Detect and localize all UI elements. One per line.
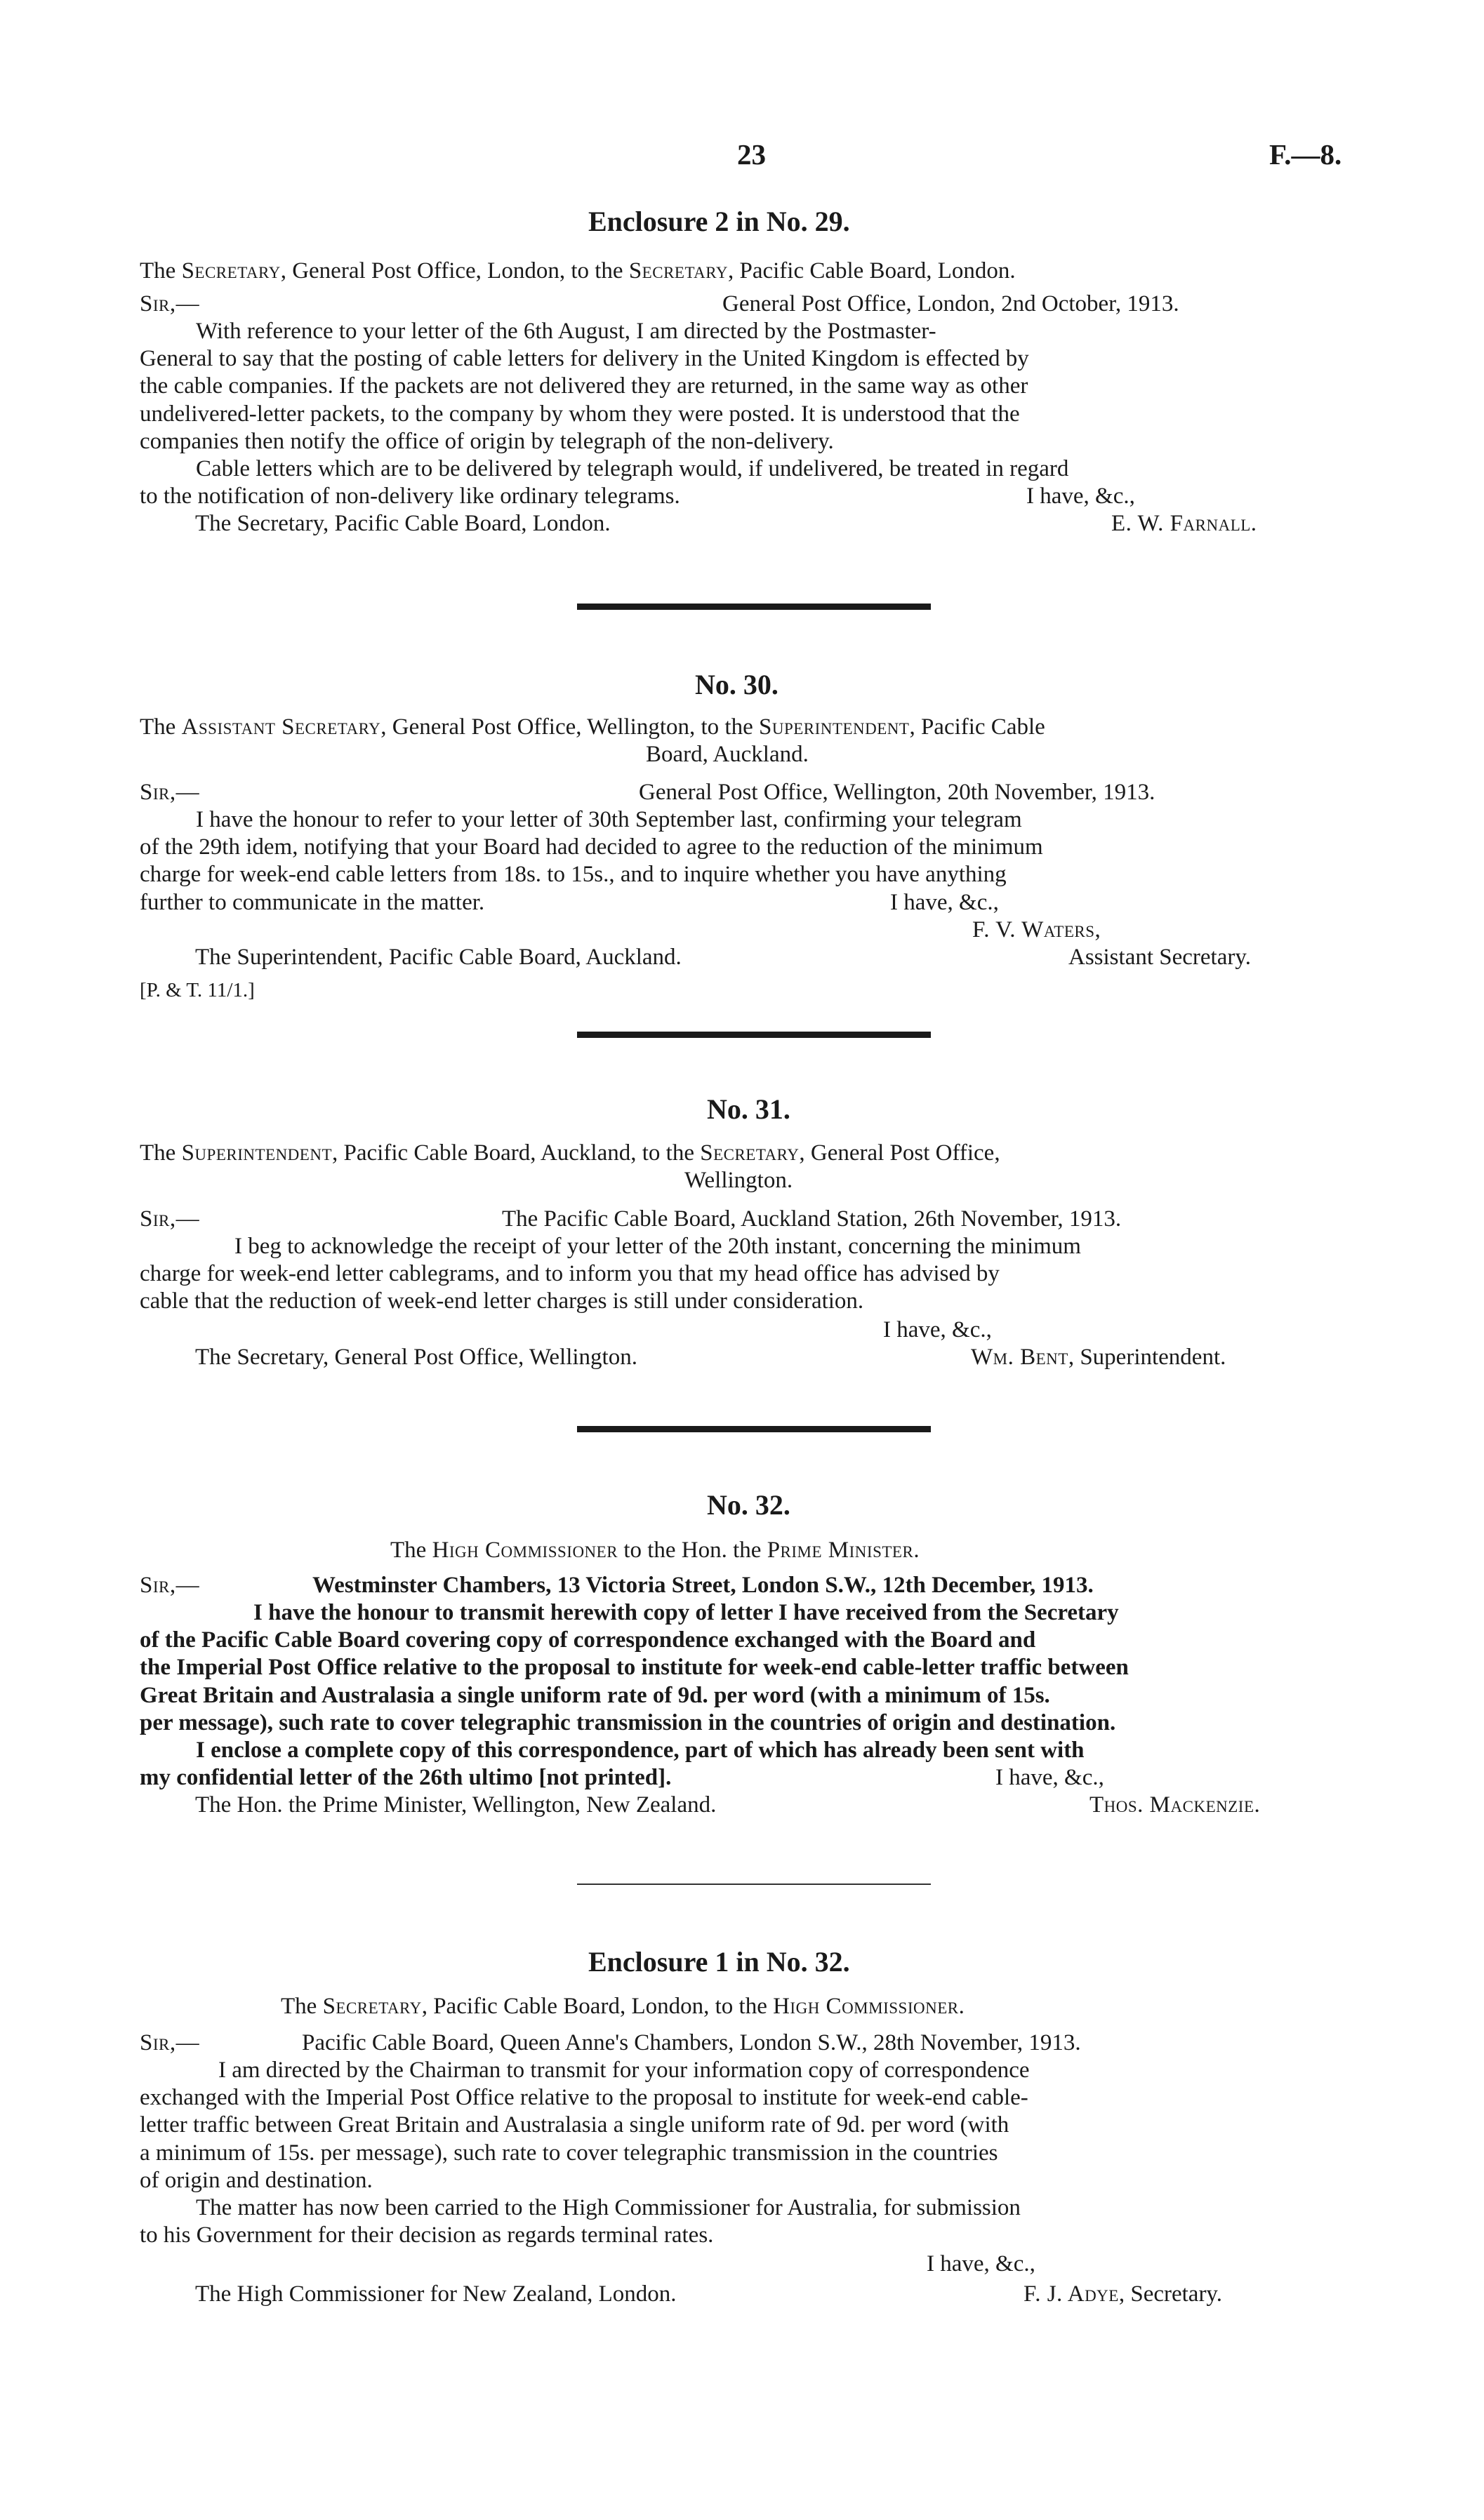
salutation: Sir,—: [140, 1206, 200, 1232]
section-title: No. 30.: [695, 669, 779, 700]
recipient: The Secretary, Pacific Cable Board, London.: [195, 511, 611, 536]
signer-title: Assistant Secretary.: [1068, 945, 1251, 970]
signature: Wm. Bent, Superintendent.: [971, 1345, 1226, 1370]
section-title: Enclosure 2 in No. 29.: [588, 206, 850, 237]
address-line: The Secretary, Pacific Cable Board, London, to the High Commissioner.: [281, 1994, 965, 2019]
closing: I have, &c.,: [1026, 484, 1135, 509]
place-date: Westminster Chambers, 13 Victoria Street, London S.W., 12th December, 1913.: [312, 1573, 1094, 1598]
section-divider: [577, 1032, 931, 1038]
recipient: The Hon. the Prime Minister, Wellington, New Zealand.: [195, 1792, 717, 1818]
closing: I have, &c.,: [995, 1765, 1104, 1790]
letter-body: I have the honour to transmit herewith copy of letter I have received from the Secretary of the Pacific Cable Board covering copy of correspondence exchanged with the Board and the Imperial Post Office relative to the proposal to institute for week-end cable-letter traffic between Great Britain and Australasia a single uniform rate of 9d. per word (with a minimum of 15s. per message), such rate to cover telegraphic transmission in the countries of origin and destination. I enclose a complete copy of this correspondence, part of which has already been sent with my confidential letter of the 26th ultimo [not printed].: [140, 1600, 1129, 1791]
salutation: Sir,—: [140, 2030, 200, 2055]
place-date: General Post Office, Wellington, 20th November, 1913.: [639, 780, 1155, 805]
signature: F. V. Waters,: [972, 917, 1101, 942]
closing: I have, &c.,: [890, 890, 999, 915]
salutation: Sir,—: [140, 291, 200, 316]
signature: Thos. Mackenzie.: [1089, 1792, 1261, 1818]
signature: F. J. Adye, Secretary.: [1023, 2281, 1223, 2307]
place-date: Pacific Cable Board, Queen Anne's Chambers, London S.W., 28th November, 1913.: [302, 2030, 1081, 2055]
letter-body: I have the honour to refer to your letter of 30th September last, confirming your telegram of the 29th idem, notifying that your Board had decided to agree to the reduction of the minimum charge for week-end cable letters from 18s. to 15s., and to inquire whether you have anything further to communicate in the matter.: [140, 807, 1043, 915]
salutation: Sir,—: [140, 780, 200, 805]
letter-body: With reference to your letter of the 6th August, I am directed by the Postmaster- General to say that the posting of cable letters for delivery in the United Kingdom is effected by the cable companies. If the packets are not delivered they are returned, in the same way as other undelivered-letter packets, to the company by whom they were posted. It is understood that the companies then notify the office of origin by telegraph of the non-delivery. Cable letters which are to be delivered by telegraph would, if undelivered, be treated in regard to the notification of non-delivery like ordinary telegrams.: [140, 319, 1069, 509]
section-title: Enclosure 1 in No. 32.: [588, 1946, 850, 1978]
section-divider: [577, 604, 931, 610]
recipient: The High Commissioner for New Zealand, London.: [195, 2281, 677, 2307]
address-line-2: Wellington.: [684, 1168, 793, 1193]
section-title: No. 32.: [707, 1489, 790, 1521]
recipient: The Secretary, General Post Office, Wellington.: [195, 1345, 637, 1370]
closing: I have, &c.,: [883, 1317, 992, 1342]
closing: I have, &c.,: [927, 2251, 1035, 2276]
salutation: Sir,—: [140, 1573, 200, 1598]
letter-body: I beg to acknowledge the receipt of your letter of the 20th instant, concerning the minimum charge for week-end letter cablegrams, and to inform you that my head office has advised by cable that the reduction of week-end letter charges is still under consideration.: [140, 1234, 1081, 1314]
recipient: The Superintendent, Pacific Cable Board, Auckland.: [195, 945, 682, 970]
address-line: The High Commissioner to the Hon. the Prime Minister.: [390, 1538, 920, 1563]
address-line-2: Board, Auckland.: [646, 742, 809, 767]
address-line: The Secretary, General Post Office, London, to the Secretary, Pacific Cable Board, London.: [140, 258, 1016, 284]
section-divider: [577, 1426, 931, 1432]
address-line: The Superintendent, Pacific Cable Board, Auckland, to the Secretary, General Post Office,: [140, 1140, 1000, 1166]
address-line: The Assistant Secretary, General Post Office, Wellington, to the Superintendent, Pacific Cable: [140, 714, 1045, 740]
letter-body: I am directed by the Chairman to transmit for your information copy of correspondence exchanged with the Imperial Post Office relative to the proposal to institute for week-end cable- letter traffic between Great Britain and Australasia a single uniform rate of 9d. per word (with a minimum of 15s. per message), such rate to cover telegraphic transmission in the countries of origin and destination. The matter has now been carried to the High Commissioner for Australia, for submission to his Government for their decision as regards terminal rates.: [140, 2058, 1030, 2248]
page-number: 23: [737, 138, 766, 171]
place-date: The Pacific Cable Board, Auckland Station, 26th November, 1913.: [502, 1206, 1122, 1232]
section-title: No. 31.: [707, 1093, 790, 1125]
section-divider: [577, 1884, 931, 1885]
place-date: General Post Office, London, 2nd October, 1913.: [722, 291, 1179, 316]
signature: E. W. Farnall.: [1111, 511, 1257, 536]
file-reference: [P. & T. 11/1.]: [140, 979, 255, 1001]
series-number: F.—8.: [1269, 138, 1342, 171]
